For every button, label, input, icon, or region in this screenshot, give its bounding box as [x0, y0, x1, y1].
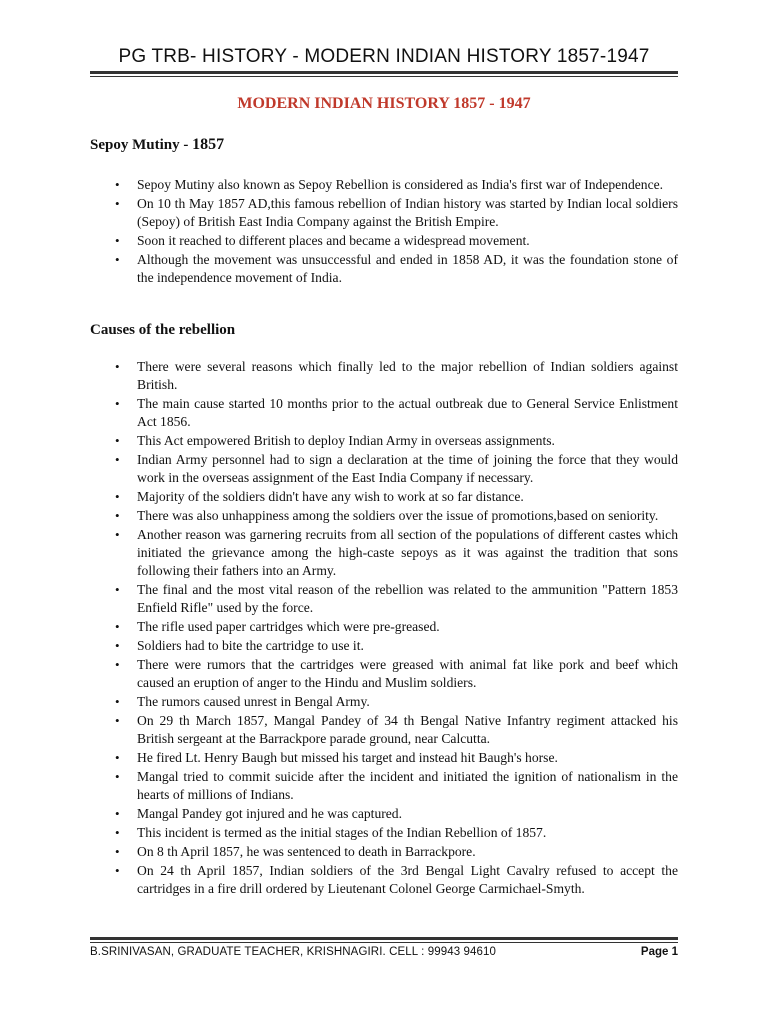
list-item [115, 656, 678, 692]
list-item [115, 432, 678, 450]
list-item [115, 251, 678, 287]
list-item-text: On 8 th April 1857, he was sentenced to death in Barrackpore. [137, 844, 476, 859]
causes-list [115, 358, 678, 899]
list-item-text: There were rumors that the cartridges were greased with animal fat like pork and beef which caused an eruption of anger to the Hindu and Muslim soldiers. [137, 657, 678, 690]
bullet-icon: • [115, 508, 120, 523]
list-item [115, 358, 678, 394]
sepoy-mutiny-list [115, 176, 678, 288]
list-item-text: Soon it reached to different places and became a widespread movement. [137, 233, 530, 248]
section-heading-year: 1857 [192, 136, 225, 153]
list-item [115, 749, 678, 767]
list-item-text: On 24 th April 1857, Indian soldiers of the 3rd Bengal Light Cavalry refused to accept the cartridges in a fire drill ordered by Lieutenant Colonel George Carmichael-Smyth. [137, 863, 678, 896]
footer-author: B.SRINIVASAN, GRADUATE TEACHER, KRISHNAGIRI. CELL : 99943 94610 [90, 946, 496, 958]
list-item [115, 195, 678, 231]
list-item-text: The main cause started 10 months prior to the actual outbreak due to General Service Enlistment Act 1856. [137, 396, 678, 429]
bullet-icon: • [115, 359, 120, 374]
section-heading-sepoy-mutiny [90, 136, 224, 154]
list-item [115, 395, 678, 431]
list-item-text: There was also unhappiness among the soldiers over the issue of promotions,based on seniority. [137, 508, 659, 523]
list-item-text: The rifle used paper cartridges which were pre-greased. [137, 619, 440, 634]
bullet-icon: • [115, 638, 120, 653]
list-item-text: The final and the most vital reason of the rebellion was related to the ammunition "Pattern 1853 Enfield Rifle" used by the force. [137, 582, 678, 615]
footer-rule-thick [90, 937, 678, 940]
list-item-text: Mangal tried to commit suicide after the incident and initiated the ignition of nationalism in the hearts of millions of Indians. [137, 769, 678, 802]
list-item-text: This incident is termed as the initial stages of the Indian Rebellion of 1857. [137, 825, 547, 840]
list-item-text: On 10 th May 1857 AD,this famous rebellion of Indian history was started by Indian local soldiers (Sepoy) of British East India Company against the British Empire. [137, 196, 678, 229]
list-item [115, 843, 678, 861]
list-item [115, 805, 678, 823]
list-item-text: This Act empowered British to deploy Indian Army in overseas assignments. [137, 433, 555, 448]
bullet-icon: • [115, 396, 120, 411]
bullet-icon: • [115, 433, 120, 448]
list-item [115, 507, 678, 525]
header-rule-thin [90, 76, 678, 77]
list-item [115, 862, 678, 898]
list-item [115, 618, 678, 636]
bullet-icon: • [115, 196, 120, 211]
list-item-text: On 29 th March 1857, Mangal Pandey of 34 th Bengal Native Infantry regiment attacked his British sergeant at the Barrackpore parade ground, near Calcutta. [137, 713, 678, 746]
list-item [115, 451, 678, 487]
bullet-icon: • [115, 619, 120, 634]
list-item-text: Another reason was garnering recruits from all section of the populations of different castes which initiated the grievance among the high-caste sepoys as it was against the tradition that sons following their fathers into an Army. [137, 527, 678, 578]
bullet-icon: • [115, 527, 120, 542]
list-item [115, 526, 678, 580]
bullet-icon: • [115, 657, 120, 672]
list-item [115, 693, 678, 711]
bullet-icon: • [115, 489, 120, 504]
bullet-icon: • [115, 252, 120, 267]
list-item-text: Soldiers had to bite the cartridge to use it. [137, 638, 364, 653]
bullet-icon: • [115, 694, 120, 709]
list-item-text: Indian Army personnel had to sign a declaration at the time of joining the force that they would work in the overseas assignment of the East India Company if necessary. [137, 452, 678, 485]
bullet-icon: • [115, 452, 120, 467]
bullet-icon: • [115, 177, 120, 192]
bullet-icon: • [115, 233, 120, 248]
document-title: MODERN INDIAN HISTORY 1857 - 1947 [237, 95, 531, 112]
bullet-icon: • [115, 713, 120, 728]
bullet-icon: • [115, 582, 120, 597]
bullet-icon: • [115, 825, 120, 840]
list-item-text: He fired Lt. Henry Baugh but missed his target and instead hit Baugh's horse. [137, 750, 558, 765]
list-item [115, 637, 678, 655]
page-number: Page 1 [640, 946, 678, 958]
list-item [115, 824, 678, 842]
bullet-icon: • [115, 844, 120, 859]
list-item-text: Although the movement was unsuccessful and ended in 1858 AD, it was the foundation stone of the independence movement of India. [137, 252, 678, 285]
list-item [115, 768, 678, 804]
list-item [115, 712, 678, 748]
list-item [115, 488, 678, 506]
list-item [115, 176, 678, 194]
list-item-text: The rumors caused unrest in Bengal Army. [137, 694, 370, 709]
list-item [115, 581, 678, 617]
list-item-text: There were several reasons which finally led to the major rebellion of Indian soldiers against British. [137, 359, 678, 392]
list-item-text: Mangal Pandey got injured and he was captured. [137, 806, 402, 821]
list-item [115, 232, 678, 250]
list-item-text: Majority of the soldiers didn't have any wish to work at so far distance. [137, 489, 524, 504]
bullet-icon: • [115, 750, 120, 765]
page-header: PG TRB- HISTORY - MODERN INDIAN HISTORY 1857-1947 [118, 46, 650, 67]
bullet-icon: • [115, 863, 120, 878]
bullet-icon: • [115, 769, 120, 784]
bullet-icon: • [115, 806, 120, 821]
section-heading-causes: Causes of the rebellion [90, 322, 236, 338]
header-rule-thick [90, 71, 678, 74]
footer-rule-thin [90, 942, 678, 943]
list-item-text: Sepoy Mutiny also known as Sepoy Rebellion is considered as India's first war of Independence. [137, 177, 664, 192]
section-heading-text: Sepoy Mutiny - [90, 137, 193, 153]
